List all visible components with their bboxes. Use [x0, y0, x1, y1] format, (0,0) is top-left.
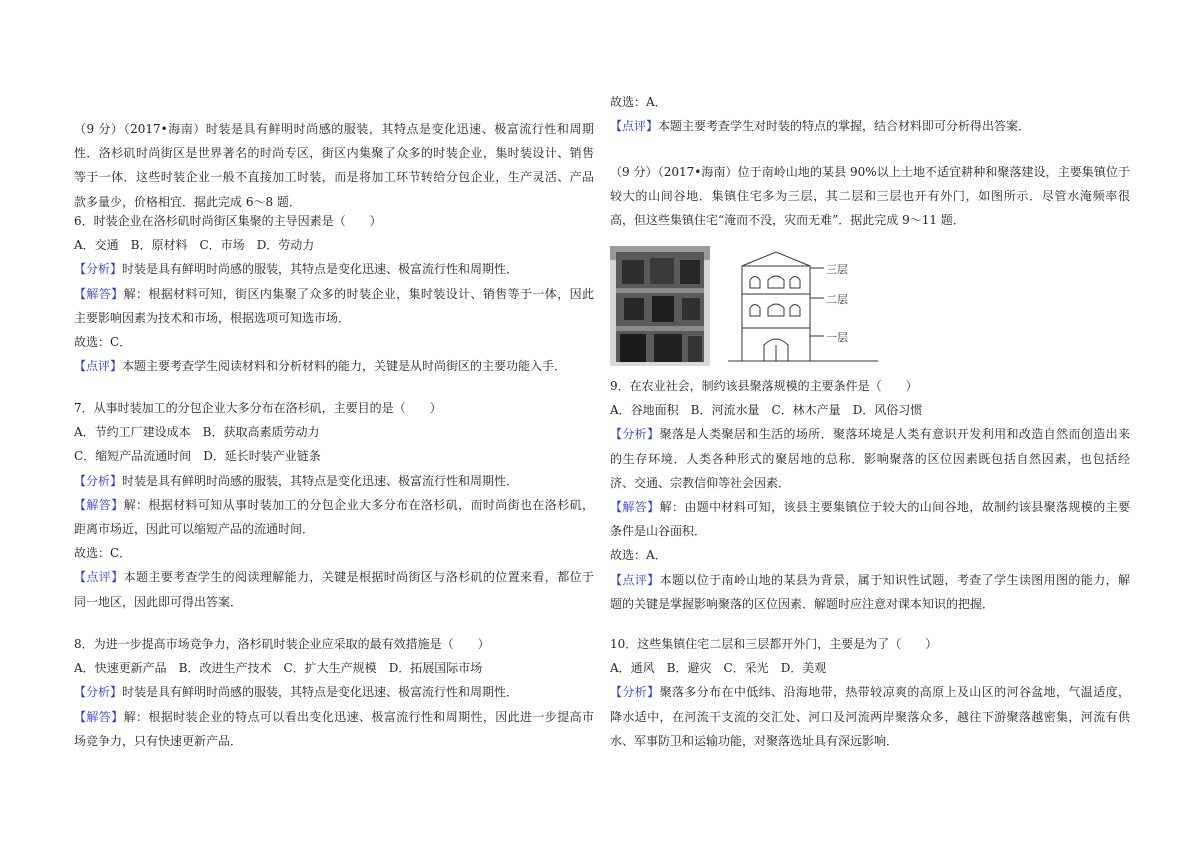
solution-line — [610, 495, 1130, 519]
question-stem: 8．为进一步提高市场竞争力，洛杉矶时装企业应采取的最有效措施是（ ） — [74, 637, 490, 651]
solution-tag: 【解答】 — [74, 286, 124, 301]
answer-line: 故选：C． — [74, 546, 132, 561]
option-d: D．风俗习惯 — [852, 403, 923, 418]
solution-line: 距离市场近，因此可以缩短产品的流通时间． — [74, 521, 315, 536]
question-7 — [74, 396, 594, 614]
question-10 — [610, 632, 1130, 753]
analysis-line: 济、交通、宗教信仰等社会因素． — [610, 475, 791, 490]
comment-tag: 【点评】 — [610, 119, 659, 134]
comment-line — [74, 354, 594, 378]
solution-text: 解：根据时装企业的特点可以看出变化迅速、极富流行性和周期性，因此进一步提高市 — [123, 709, 594, 724]
option-a: A．交通 — [74, 238, 119, 253]
analysis-line: 水、军事防卫和运输功能，对聚落选址具有深远影响． — [610, 733, 899, 748]
comment-tag: 【点评】 — [74, 359, 123, 374]
option-c: C．采光 — [723, 661, 769, 676]
analysis-tag: 【分析】 — [610, 685, 660, 700]
comment-text: 本题主要考查学生阅读材料和分析材料的能力，关键是从时尚街区的主要功能入手． — [122, 359, 567, 374]
answer-line: 故选：A． — [610, 95, 667, 109]
option-c: C．林木产量 — [771, 403, 841, 418]
floor2-label: 二层 — [826, 293, 848, 306]
intro-line: 款多量少，价格相宜．据此完成 6～8 题． — [74, 194, 301, 209]
analysis-tag: 【分析】 — [74, 685, 123, 700]
comment-line: 题的关键是掌握影响聚落的区位因素．解题时应注意对课本知识的把握． — [610, 596, 995, 611]
solution-tag: 【解答】 — [74, 709, 124, 724]
analysis-line: 降水适中，在河流干支流的交汇处、河口及河流两岸聚落众多，越往下游聚落越密集，河流有供 — [610, 709, 1130, 724]
floor1-label: 一层 — [826, 331, 848, 344]
comment-line — [610, 114, 1130, 138]
solution-line: 场竞争力，只有快速更新产品． — [74, 733, 243, 748]
solution-text: 解：根据材料可知从事时装加工的分包企业大多分布在洛杉矶，而时尚街也在洛杉矶， — [123, 497, 594, 512]
solution-tag: 【解答】 — [74, 497, 124, 512]
options-row — [74, 233, 594, 257]
solution-line — [74, 493, 594, 517]
option-d: D．延长时装产业链条 — [203, 449, 321, 464]
option-a: A．谷地面积 — [610, 403, 679, 418]
question-stem: 6．时装企业在洛杉矶时尚街区集聚的主导因素是（ ） — [74, 214, 382, 228]
solution-line: 主要影响因素为技术和市场，根据选项可知选市场． — [74, 310, 351, 325]
house-photo — [610, 246, 710, 366]
comment-text: 本题以位于南岭山地的某县为背景，属于知识性试题，考查了学生读图用图的能力，解 — [659, 572, 1130, 587]
intro-passage-6-8 — [74, 117, 594, 214]
option-b: B．避灾 — [666, 661, 712, 676]
option-b: B．河流水量 — [690, 403, 760, 418]
intro-line: （9 分）（2017•海南）时装是具有鲜明时尚感的服装，其特点是变化迅速、极富流行性和周期 — [74, 122, 594, 136]
options-row — [610, 398, 1130, 422]
option-b: B．原材料 — [130, 238, 188, 253]
answer-line: 故选：C． — [74, 334, 132, 349]
comment-tag: 【点评】 — [74, 570, 124, 585]
analysis-text: 时装是具有鲜明时尚感的服装，其特点是变化迅速、极富流行性和周期性． — [122, 685, 519, 700]
q8-tail — [610, 90, 1130, 138]
analysis-text: 时装是具有鲜明时尚感的服装，其特点是变化迅速、极富流行性和周期性． — [122, 473, 519, 488]
comment-tag: 【点评】 — [610, 572, 660, 587]
floor3-label: 三层 — [826, 263, 848, 276]
analysis-line — [610, 680, 1130, 704]
answer-line: 故选：A． — [610, 548, 667, 563]
analysis-line — [610, 422, 1130, 446]
question-stem: 10．这些集镇住宅二层和三层都开外门，主要是为了（ ） — [610, 637, 938, 651]
solution-text: 解：由题中材料可知，该县主要集镇位于较大的山间谷地，故制约该县聚落规模的主要 — [659, 499, 1130, 514]
analysis-tag: 【分析】 — [74, 262, 123, 277]
option-a: A．节约工厂建设成本 — [74, 425, 191, 440]
option-b: B．改进生产技术 — [178, 661, 272, 676]
analysis-text: 聚落是人类聚居和生活的场所．聚落环境是人类有意识开发利用和改造自然而创造出来 — [659, 427, 1130, 442]
option-c: C．扩大生产规模 — [283, 661, 377, 676]
analysis-line — [74, 680, 594, 704]
solution-line: 条件是山谷面积． — [610, 524, 707, 539]
intro-line: 性．洛杉矶时尚街区是世界著名的时尚专区，街区内集聚了众多的时装企业，集时装设计、销售 — [74, 146, 594, 161]
intro-line: 等于一体．这些时装企业一般不直接加工时装，而是将加工环节转给分包企业，生产灵活、产品 — [74, 170, 594, 185]
analysis-tag: 【分析】 — [74, 473, 123, 488]
house-figure — [610, 246, 1130, 366]
solution-tag: 【解答】 — [610, 499, 660, 514]
comment-line — [74, 565, 594, 589]
option-d: D．拓展国际市场 — [388, 661, 483, 676]
option-b: B．获取高素质劳动力 — [202, 425, 320, 440]
intro-passage-9-11 — [610, 160, 1130, 233]
comment-line: 同一地区，因此即可得出答案． — [74, 594, 243, 609]
options-row — [74, 656, 594, 680]
option-d: D．美观 — [780, 661, 827, 676]
intro-line: 较大的山间谷地．集镇住宅多为三层，其二层和三层也开有外门，如图所示．尽管水淹频率很 — [610, 189, 1130, 204]
option-a: A．通风 — [610, 661, 655, 676]
analysis-line: 的生存环境．人类各种形式的聚居地的总称．影响聚落的区位因素既包括自然因素，也包括经 — [610, 451, 1130, 466]
options-row — [610, 656, 1130, 680]
comment-text: 本题主要考查学生的阅读理解能力，关键是根据时尚街区与洛杉矶的位置来看，都位于 — [123, 570, 594, 585]
solution-line — [74, 705, 594, 729]
analysis-line — [74, 469, 594, 493]
analysis-text: 聚落多分布在中低纬、沿海地带，热带较凉爽的高原上及山区的河谷盆地，气温适度， — [659, 685, 1130, 700]
intro-line: （9 分）（2017•海南）位于南岭山地的某县 90%以上土地不适宜耕种和聚落建设，主要集镇位于 — [610, 165, 1130, 179]
house-diagram — [728, 246, 878, 366]
question-9 — [610, 374, 1130, 616]
analysis-tag: 【分析】 — [610, 427, 660, 442]
question-6 — [74, 209, 594, 378]
option-c: C．缩短产品流通时间 — [74, 449, 192, 464]
option-d: D．劳动力 — [256, 238, 315, 253]
question-8 — [74, 632, 594, 753]
question-stem: 9．在农业社会，制约该县聚落规模的主要条件是（ ） — [610, 379, 918, 393]
option-c: C．市场 — [199, 238, 245, 253]
options-row — [74, 420, 594, 444]
question-stem: 7．从事时装加工的分包企业大多分布在洛杉矶，主要目的是（ ） — [74, 401, 442, 415]
comment-text: 本题主要考查学生对时装的特点的掌握，结合材料即可分析得出答案． — [658, 119, 1031, 134]
options-row — [74, 444, 594, 468]
analysis-line — [74, 257, 594, 281]
solution-line — [74, 282, 594, 306]
option-a: A．快速更新产品 — [74, 661, 167, 676]
solution-text: 解：根据材料可知，街区内集聚了众多的时装企业，集时装设计、销售等于一体，因此 — [123, 286, 594, 301]
analysis-text: 时装是具有鲜明时尚感的服装，其特点是变化迅速、极富流行性和周期性． — [122, 262, 519, 277]
intro-line: 高，但这些集镇住宅“淹而不没，灾而无难”．据此完成 9～11 题． — [610, 213, 965, 228]
comment-line — [610, 568, 1130, 592]
